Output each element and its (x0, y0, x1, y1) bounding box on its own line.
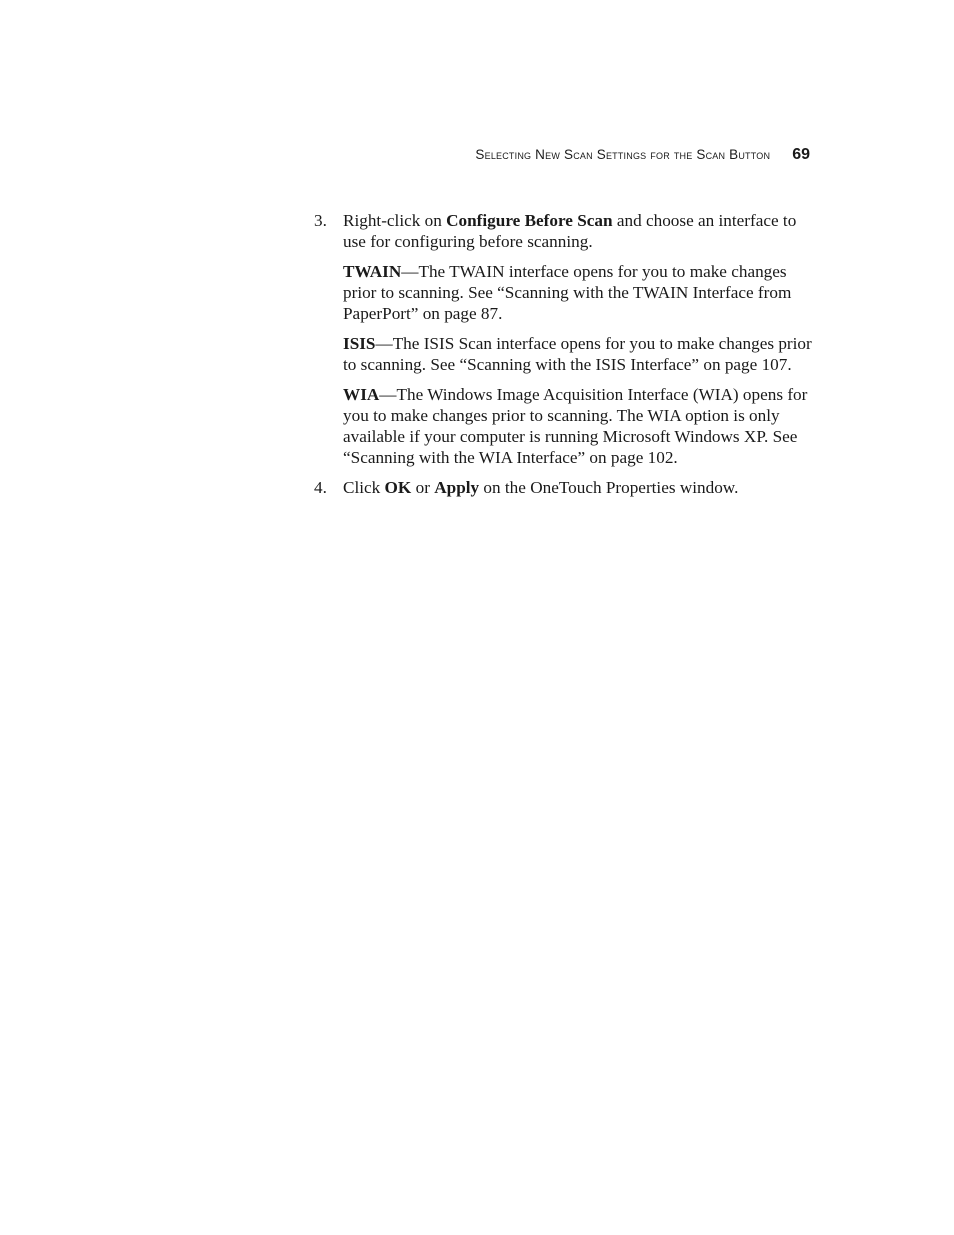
step-3-text-after: and choose an interface to use for configuring before scanning. (343, 211, 797, 251)
step-4-text-mid: or (411, 478, 435, 497)
running-header (380, 146, 810, 164)
isis-paragraph (343, 333, 812, 375)
step-4-text-before: Click (343, 478, 385, 497)
page-number: 69 (792, 146, 810, 163)
configure-before-scan-label: Configure Before Scan (446, 211, 613, 230)
step-3-number: 3. (314, 211, 327, 230)
step-4-number: 4. (314, 478, 327, 497)
apply-label: Apply (434, 478, 480, 497)
twain-label: TWAIN (343, 262, 402, 281)
header-title: Selecting New Scan Settings for the Scan Button (475, 147, 771, 162)
wia-paragraph (343, 384, 812, 468)
page-content (312, 210, 812, 507)
step-3 (312, 210, 812, 252)
wia-label: WIA (343, 385, 380, 404)
isis-label: ISIS (343, 334, 376, 353)
ok-label: OK (384, 478, 412, 497)
isis-text: —The ISIS Scan interface opens for you to make changes prior to scanning. See “Scanning with the ISIS Interface” on page 107. (343, 334, 812, 374)
step-4 (312, 477, 812, 498)
wia-text: —The Windows Image Acquisition Interface (WIA) opens for you to make changes prior to scanning. The WIA option is only available if your computer is running Microsoft Windows XP. See “Scanning with the WIA Interface” on page 102. (343, 385, 808, 467)
twain-text: —The TWAIN interface opens for you to make changes prior to scanning. See “Scanning with the TWAIN Interface from PaperPort” on page 87. (343, 262, 792, 323)
step-4-text-after: on the OneTouch Properties window. (479, 478, 739, 497)
step-3-text-before: Right-click on (343, 211, 447, 230)
twain-paragraph (343, 261, 812, 324)
